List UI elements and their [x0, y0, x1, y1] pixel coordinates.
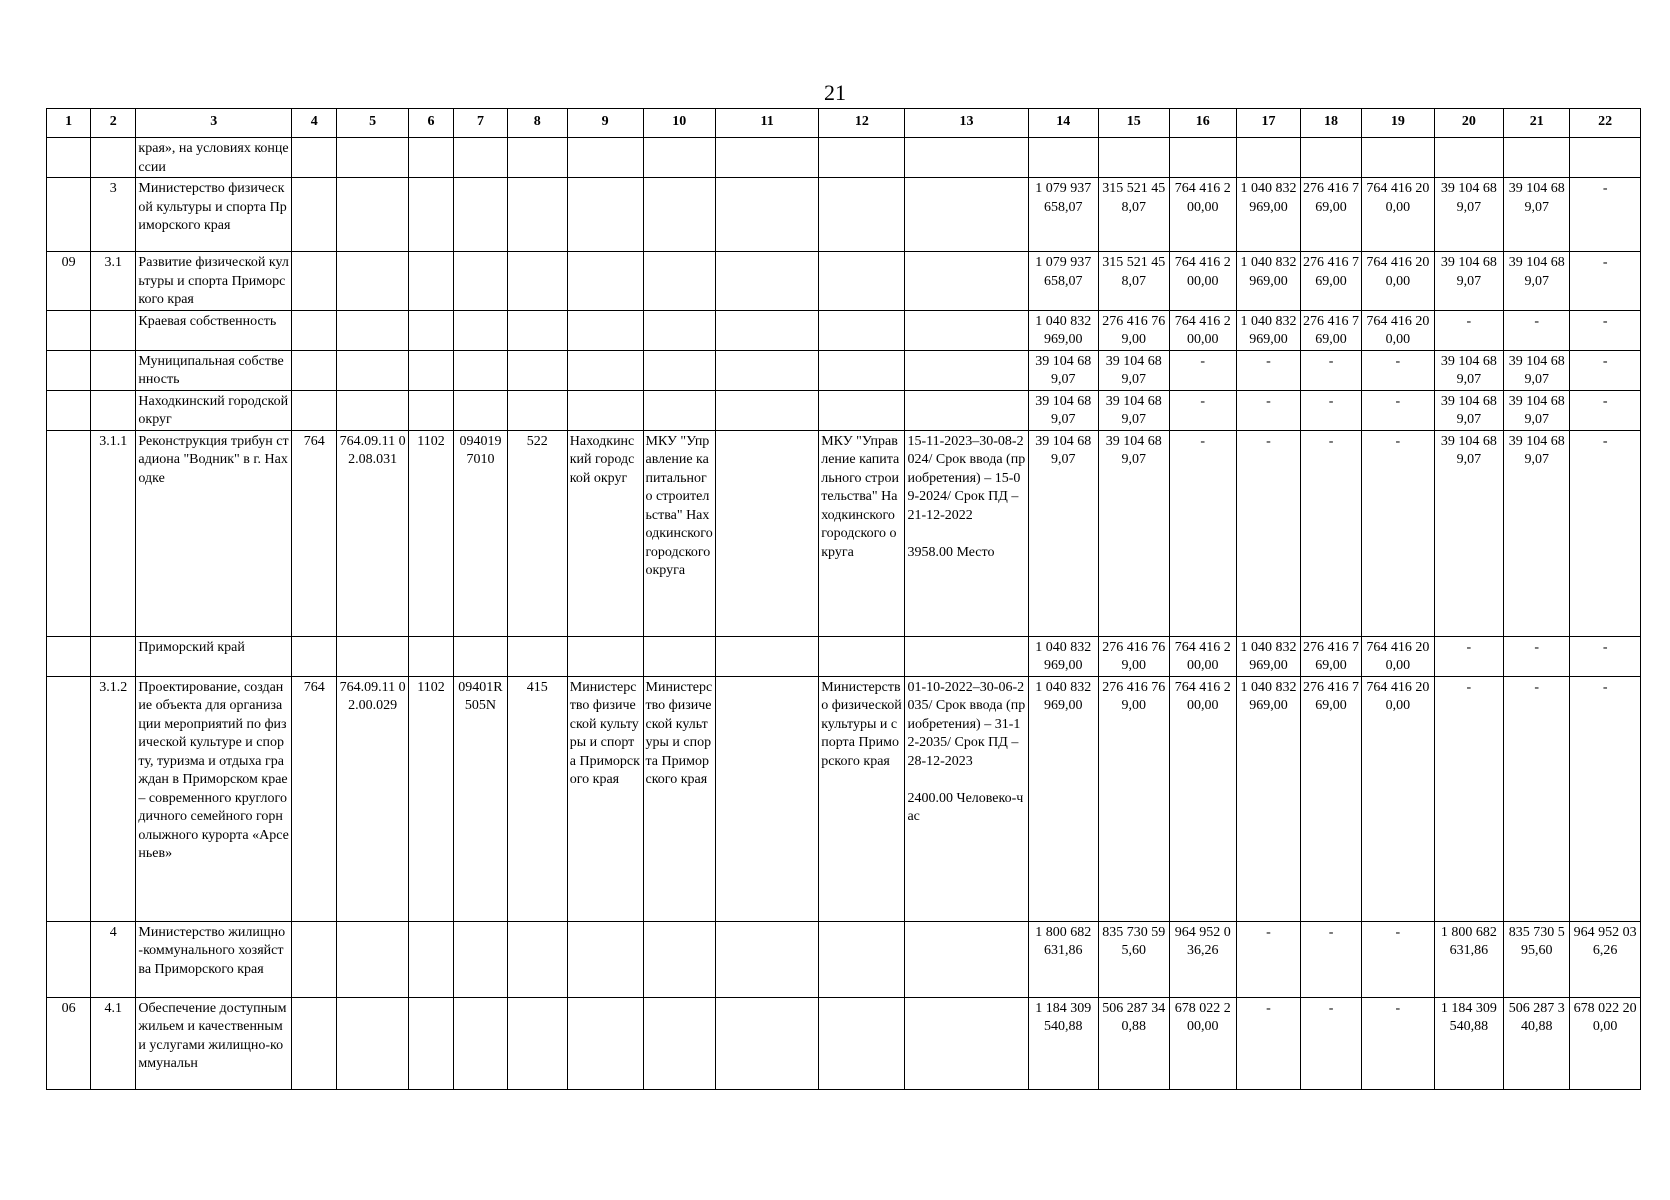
table-cell	[643, 636, 716, 676]
table-cell: 09	[47, 252, 91, 311]
table-cell	[507, 252, 567, 311]
table-cell: 276 416 769,00	[1301, 676, 1362, 921]
table-cell: 276 416 769,00	[1099, 676, 1169, 921]
table-cell: 764 416 200,00	[1362, 676, 1435, 921]
table-cell: 39 104 689,07	[1504, 350, 1570, 390]
table-cell	[91, 350, 136, 390]
table-cell: 1 040 832 969,00	[1028, 636, 1098, 676]
table-cell: Реконструкция трибун стадиона "Водник" в г. Находке	[136, 430, 292, 636]
table-cell: 1 800 682 631,86	[1434, 921, 1503, 997]
table-cell: 3.1	[91, 252, 136, 311]
table-cell: -	[1236, 997, 1300, 1089]
table-cell: 39 104 689,07	[1504, 252, 1570, 311]
table-cell: 39 104 689,07	[1504, 390, 1570, 430]
table-cell: 01-10-2022–30-06-2035/ Срок ввода (приобретения) – 31-12-2035/ Срок ПД – 28-12-2023 2400.00 Человеко-час	[905, 676, 1028, 921]
column-header: 20	[1434, 109, 1503, 138]
table-cell: 764.09.11 02.00.029	[337, 676, 409, 921]
table-cell	[337, 997, 409, 1089]
table-cell: Находкинский городской округ	[567, 430, 643, 636]
table-cell: 1 040 832 969,00	[1236, 178, 1300, 252]
table-cell	[905, 997, 1028, 1089]
table-cell	[716, 390, 819, 430]
table-cell	[905, 350, 1028, 390]
table-cell: 315 521 458,07	[1099, 178, 1169, 252]
table-cell: 39 104 689,07	[1434, 252, 1503, 311]
table-cell	[567, 390, 643, 430]
table-cell	[454, 178, 508, 252]
table-cell	[819, 350, 905, 390]
table-cell	[507, 636, 567, 676]
table-cell	[1434, 138, 1503, 178]
table-cell: 506 287 340,88	[1504, 997, 1570, 1089]
table-cell	[47, 350, 91, 390]
table-cell	[507, 138, 567, 178]
table-cell: 1 040 832 969,00	[1236, 252, 1300, 311]
table-cell	[1236, 138, 1300, 178]
table-cell	[716, 430, 819, 636]
table-cell: 678 022 200,00	[1570, 997, 1641, 1089]
table-cell	[905, 178, 1028, 252]
table-cell: -	[1362, 921, 1435, 997]
table-cell	[454, 390, 508, 430]
table-cell: Обеспечение доступным жильем и качественными услугами жилищно-коммунальн	[136, 997, 292, 1089]
table-cell	[905, 636, 1028, 676]
table-cell	[819, 636, 905, 676]
table-row	[47, 350, 1641, 390]
table-cell: 39 104 689,07	[1434, 390, 1503, 430]
table-cell	[337, 921, 409, 997]
table-cell	[408, 178, 453, 252]
table-cell: 1 079 937 658,07	[1028, 178, 1098, 252]
table-cell: -	[1570, 676, 1641, 921]
table-row	[47, 390, 1641, 430]
table-cell	[643, 252, 716, 311]
column-header: 21	[1504, 109, 1570, 138]
table-cell: -	[1504, 310, 1570, 350]
column-header: 4	[292, 109, 337, 138]
table-cell: 276 416 769,00	[1301, 310, 1362, 350]
table-cell: -	[1504, 676, 1570, 921]
table-cell: 09401R 505N	[454, 676, 508, 921]
table-cell: Развитие физической культуры и спорта Приморского края	[136, 252, 292, 311]
table-cell: -	[1301, 430, 1362, 636]
table-cell	[567, 178, 643, 252]
table-cell	[47, 138, 91, 178]
table-cell: -	[1301, 997, 1362, 1089]
table-cell: -	[1301, 390, 1362, 430]
table-cell	[643, 138, 716, 178]
column-header: 15	[1099, 109, 1169, 138]
table-cell	[292, 350, 337, 390]
table-cell: 39 104 689,07	[1028, 390, 1098, 430]
table-cell: 15-11-2023–30-08-2024/ Срок ввода (приобретения) – 15-09-2024/ Срок ПД – 21-12-2022 3958.00 Место	[905, 430, 1028, 636]
table-cell: -	[1301, 921, 1362, 997]
table-cell	[567, 997, 643, 1089]
table-cell: 764 416 200,00	[1169, 636, 1236, 676]
table-cell: 1 079 937 658,07	[1028, 252, 1098, 311]
table-row	[47, 138, 1641, 178]
column-header: 18	[1301, 109, 1362, 138]
table-cell	[819, 138, 905, 178]
table-cell	[47, 390, 91, 430]
table-cell	[454, 350, 508, 390]
table-cell	[292, 138, 337, 178]
table-cell	[643, 390, 716, 430]
table-cell: 276 416 769,00	[1301, 636, 1362, 676]
table-cell: -	[1236, 390, 1300, 430]
header-row	[47, 109, 1641, 138]
table-cell: 276 416 769,00	[1099, 636, 1169, 676]
column-header: 22	[1570, 109, 1641, 138]
column-header: 13	[905, 109, 1028, 138]
column-header: 14	[1028, 109, 1098, 138]
table-cell: -	[1570, 252, 1641, 311]
table-row	[47, 636, 1641, 676]
table-cell	[905, 310, 1028, 350]
table-cell: 678 022 200,00	[1169, 997, 1236, 1089]
table-cell: 1 040 832 969,00	[1028, 676, 1098, 921]
table-cell	[292, 178, 337, 252]
table-cell: 094019 7010	[454, 430, 508, 636]
table-cell: Министерство физической культуры и спорта Приморского края	[136, 178, 292, 252]
table-cell	[567, 310, 643, 350]
column-header: 11	[716, 109, 819, 138]
table-cell: 276 416 769,00	[1301, 252, 1362, 311]
table-cell	[454, 636, 508, 676]
table-cell	[716, 997, 819, 1089]
table-cell	[567, 252, 643, 311]
table-cell	[292, 390, 337, 430]
table-cell	[292, 636, 337, 676]
table-cell	[47, 178, 91, 252]
table-cell	[454, 997, 508, 1089]
table-cell: -	[1570, 310, 1641, 350]
table-cell	[47, 921, 91, 997]
table-row	[47, 997, 1641, 1089]
table-cell: -	[1301, 350, 1362, 390]
table-cell	[1028, 138, 1098, 178]
column-header: 9	[567, 109, 643, 138]
table-row	[47, 676, 1641, 921]
table-cell: Проектирование, создание объекта для организации мероприятий по физической культуре и спорту, туризма и отдыха граждан в Приморском крае – современного круглогодичного семейного горнолыжного курорта «Арсеньев»	[136, 676, 292, 921]
table-cell: -	[1570, 636, 1641, 676]
table-cell: -	[1169, 390, 1236, 430]
table-cell: 1102	[408, 430, 453, 636]
table-cell: 764 416 200,00	[1169, 310, 1236, 350]
table-cell	[91, 310, 136, 350]
table-cell: -	[1434, 676, 1503, 921]
table-cell	[507, 390, 567, 430]
column-header: 6	[408, 109, 453, 138]
table-cell	[408, 252, 453, 311]
table-cell	[337, 350, 409, 390]
table-cell: Находкинский городской округ	[136, 390, 292, 430]
table-cell: 39 104 689,07	[1099, 430, 1169, 636]
column-header: 5	[337, 109, 409, 138]
column-header: 1	[47, 109, 91, 138]
table-cell	[337, 178, 409, 252]
table-cell: -	[1570, 430, 1641, 636]
table-cell: -	[1504, 636, 1570, 676]
column-header: 7	[454, 109, 508, 138]
table-cell	[408, 636, 453, 676]
table-cell: 06	[47, 997, 91, 1089]
table-cell: -	[1570, 350, 1641, 390]
table-cell	[507, 310, 567, 350]
table-cell: 39 104 689,07	[1028, 430, 1098, 636]
table-cell: -	[1169, 350, 1236, 390]
table-cell: 764 416 200,00	[1362, 178, 1435, 252]
table-cell: 522	[507, 430, 567, 636]
table-cell	[716, 636, 819, 676]
table-cell	[819, 178, 905, 252]
table-cell	[905, 138, 1028, 178]
table-cell: -	[1362, 997, 1435, 1089]
table-cell	[91, 636, 136, 676]
table-cell	[47, 636, 91, 676]
table-cell	[408, 310, 453, 350]
table-cell	[408, 997, 453, 1089]
table-cell: 1 184 309 540,88	[1028, 997, 1098, 1089]
table-cell: Министерство физической культуры и спорта Приморского края	[819, 676, 905, 921]
table-cell: 39 104 689,07	[1504, 178, 1570, 252]
table-cell	[454, 921, 508, 997]
table-cell	[408, 138, 453, 178]
table-cell: 1 040 832 969,00	[1236, 310, 1300, 350]
table-cell	[716, 921, 819, 997]
table-cell: МКУ "Управление капитального строительства" Находкинского городского округа	[643, 430, 716, 636]
table-cell	[91, 138, 136, 178]
table-cell: 276 416 769,00	[1099, 310, 1169, 350]
table-cell: 1 040 832 969,00	[1236, 676, 1300, 921]
column-header: 2	[91, 109, 136, 138]
table-cell: 764 416 200,00	[1169, 676, 1236, 921]
table-cell: 39 104 689,07	[1504, 430, 1570, 636]
table-cell: 964 952 036,26	[1570, 921, 1641, 997]
table-cell: 39 104 689,07	[1099, 390, 1169, 430]
table-cell	[819, 252, 905, 311]
table-cell	[716, 310, 819, 350]
table-cell: 764 416 200,00	[1169, 178, 1236, 252]
table-cell: 835 730 595,60	[1099, 921, 1169, 997]
column-header: 8	[507, 109, 567, 138]
table-cell: 1 040 832 969,00	[1236, 636, 1300, 676]
table-cell: 1 184 309 540,88	[1434, 997, 1503, 1089]
table-cell: 764 416 200,00	[1169, 252, 1236, 311]
table-cell	[819, 390, 905, 430]
table-cell	[337, 636, 409, 676]
table-row	[47, 252, 1641, 311]
table-cell	[819, 921, 905, 997]
column-header: 17	[1236, 109, 1300, 138]
table-cell: Министерство физической культуры и спорта Приморского края	[567, 676, 643, 921]
table-cell: Министерство физической культуры и спорта Приморского края	[643, 676, 716, 921]
table-cell: 1 800 682 631,86	[1028, 921, 1098, 997]
table-cell: -	[1362, 430, 1435, 636]
column-header: 10	[643, 109, 716, 138]
table-cell: 39 104 689,07	[1028, 350, 1098, 390]
table-cell: -	[1236, 430, 1300, 636]
table-cell	[507, 350, 567, 390]
table-cell: 764 416 200,00	[1362, 636, 1435, 676]
table-cell	[454, 310, 508, 350]
table-cell	[643, 997, 716, 1089]
column-header: 16	[1169, 109, 1236, 138]
table-cell	[47, 310, 91, 350]
column-header: 19	[1362, 109, 1435, 138]
table-cell: 415	[507, 676, 567, 921]
table-cell: 764 416 200,00	[1362, 310, 1435, 350]
table-cell	[905, 252, 1028, 311]
table-cell	[454, 138, 508, 178]
table-cell	[47, 430, 91, 636]
table-cell	[507, 997, 567, 1089]
table-cell: 764.09.11 02.08.031	[337, 430, 409, 636]
table-cell	[91, 390, 136, 430]
table-cell	[292, 921, 337, 997]
table-cell: 39 104 689,07	[1434, 430, 1503, 636]
table-cell: Краевая собственность	[136, 310, 292, 350]
table-cell: 39 104 689,07	[1434, 178, 1503, 252]
table-cell	[567, 921, 643, 997]
table-cell: МКУ "Управление капитального строительства" Находкинского городского округа	[819, 430, 905, 636]
table-cell: -	[1434, 636, 1503, 676]
table-cell: -	[1236, 350, 1300, 390]
table-cell: Министерство жилищно-коммунального хозяйства Приморского края	[136, 921, 292, 997]
table-cell	[716, 178, 819, 252]
table-cell: 835 730 595,60	[1504, 921, 1570, 997]
table-cell	[1301, 138, 1362, 178]
column-header: 12	[819, 109, 905, 138]
table-cell	[1362, 138, 1435, 178]
table-row	[47, 430, 1641, 636]
table-cell: 964 952 036,26	[1169, 921, 1236, 997]
table-cell	[47, 676, 91, 921]
table-cell	[819, 997, 905, 1089]
table-cell	[408, 921, 453, 997]
table-cell	[337, 390, 409, 430]
table-cell	[716, 676, 819, 921]
table-cell: -	[1570, 178, 1641, 252]
table-cell: 276 416 769,00	[1301, 178, 1362, 252]
table-row	[47, 921, 1641, 997]
table-cell	[408, 350, 453, 390]
table-cell	[643, 350, 716, 390]
table-cell: 4.1	[91, 997, 136, 1089]
table-cell	[567, 350, 643, 390]
table-cell: 315 521 458,07	[1099, 252, 1169, 311]
table-cell	[567, 138, 643, 178]
table-cell: 506 287 340,88	[1099, 997, 1169, 1089]
budget-table	[46, 108, 1641, 1090]
table-row	[47, 310, 1641, 350]
table-cell	[1504, 138, 1570, 178]
table-cell	[454, 252, 508, 311]
table-cell	[507, 921, 567, 997]
table-cell	[1570, 138, 1641, 178]
table-cell: 3.1.2	[91, 676, 136, 921]
table-cell: 1102	[408, 676, 453, 921]
column-header: 3	[136, 109, 292, 138]
table-cell: -	[1570, 390, 1641, 430]
table-cell: 4	[91, 921, 136, 997]
table-cell	[819, 310, 905, 350]
table-cell	[408, 390, 453, 430]
table-cell: Муниципальная собственность	[136, 350, 292, 390]
table-cell: 39 104 689,07	[1099, 350, 1169, 390]
table-cell	[292, 997, 337, 1089]
table-cell	[643, 921, 716, 997]
table-cell	[567, 636, 643, 676]
table-cell: -	[1236, 921, 1300, 997]
table-cell: 764	[292, 676, 337, 921]
table-cell: -	[1434, 310, 1503, 350]
table-cell	[337, 252, 409, 311]
table-cell: 39 104 689,07	[1434, 350, 1503, 390]
table-cell	[716, 350, 819, 390]
table-cell	[507, 178, 567, 252]
table-cell: 764 416 200,00	[1362, 252, 1435, 311]
table-cell: 1 040 832 969,00	[1028, 310, 1098, 350]
table-cell	[643, 310, 716, 350]
table-cell	[716, 138, 819, 178]
table-cell: 3.1.1	[91, 430, 136, 636]
table-cell	[716, 252, 819, 311]
table-cell	[1169, 138, 1236, 178]
table-row	[47, 178, 1641, 252]
table-cell: края», на условиях концессии	[136, 138, 292, 178]
table-cell: 764	[292, 430, 337, 636]
table-cell	[905, 921, 1028, 997]
table-cell: 3	[91, 178, 136, 252]
table-cell	[337, 138, 409, 178]
table-cell: -	[1169, 430, 1236, 636]
table-cell	[292, 252, 337, 311]
table-cell	[643, 178, 716, 252]
page-number: 21	[824, 80, 846, 105]
table-cell: -	[1362, 390, 1435, 430]
table-cell	[292, 310, 337, 350]
table-cell: -	[1362, 350, 1435, 390]
table-cell	[905, 390, 1028, 430]
table-cell	[1099, 138, 1169, 178]
table-cell: Приморский край	[136, 636, 292, 676]
table-cell	[337, 310, 409, 350]
